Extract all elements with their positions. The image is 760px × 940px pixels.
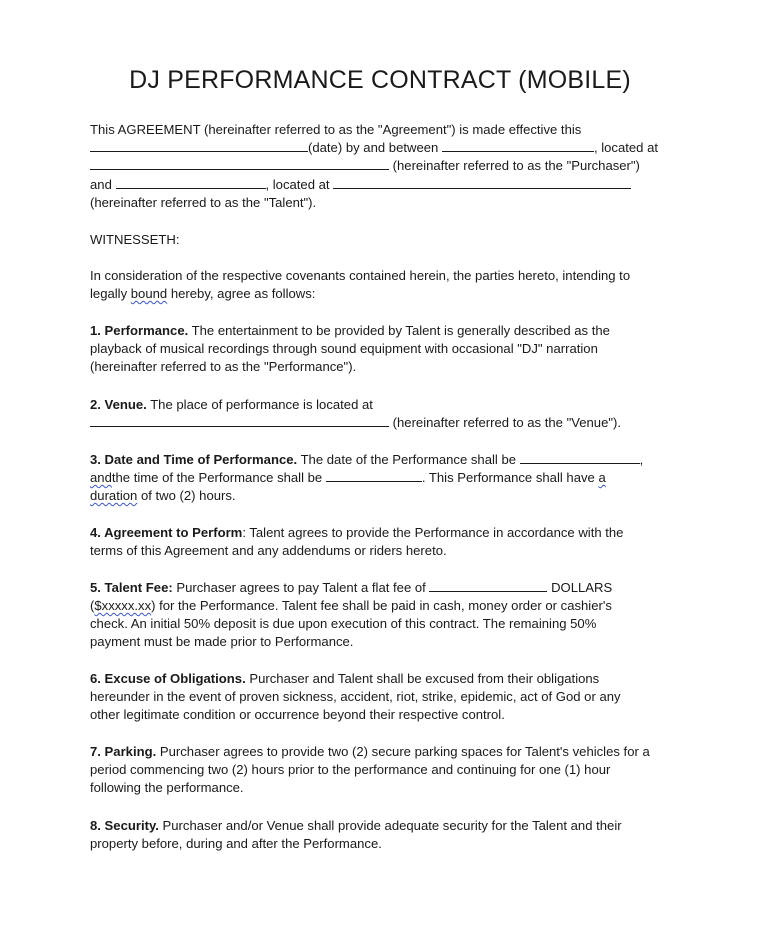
section-3-a: a: [598, 470, 606, 485]
section-5-line-2: [90, 597, 612, 615]
consideration-rest: hereby, agree as follows:: [170, 286, 316, 301]
section-8-heading: 8. Security.: [90, 818, 159, 833]
intro-line-5: (hereinafter referred to as the "Talent").: [90, 195, 317, 210]
section-5-open-paren: (: [90, 598, 95, 613]
section-5-amount: $xxxxx.xx: [94, 598, 152, 613]
consideration-line-1: In consideration of the respective covenants contained herein, the parties hereto, intending to: [90, 268, 631, 283]
section-7-line-2: period commencing two (2) hours prior to the performance and continuing for one (1) hour: [90, 762, 611, 777]
talent-address-blank[interactable]: [333, 176, 631, 189]
section-3-text-2: the time of the Performance shall be: [111, 470, 323, 485]
section-7-line-3: following the performance.: [90, 780, 244, 795]
section-1-line-3: (hereinafter referred to as the "Performance").: [90, 359, 357, 374]
section-5-line-3: check. An initial 50% deposit is due upon execution of this contract. The remaining 50%: [90, 616, 597, 631]
section-8-text-1: Purchaser and/or Venue shall provide adequate security for the Talent and their: [162, 818, 622, 833]
document-title: DJ PERFORMANCE CONTRACT (MOBILE): [129, 66, 631, 94]
section-5-line-4: payment must be made prior to Performance.: [90, 634, 354, 649]
performance-time-blank[interactable]: [326, 469, 422, 482]
section-3-comma: ,: [639, 452, 644, 467]
section-6-text-1: Purchaser and Talent shall be excused from their obligations: [249, 671, 600, 686]
intro-date-text: (date) by and between: [308, 140, 439, 155]
section-3-text-3: . This Performance shall have: [421, 470, 595, 485]
consideration-bound: bound: [130, 286, 168, 301]
section-6-line-3: other legitimate condition or occurrence beyond their respective control.: [90, 707, 505, 722]
intro-located-text-2: , located at: [265, 177, 330, 192]
section-4-line-1: [90, 524, 623, 542]
witnesseth-heading: WITNESSETH:: [90, 232, 180, 247]
section-8-line-1: [90, 817, 622, 835]
consideration-line-2: [90, 285, 315, 303]
section-3-heading: 3. Date and Time of Performance.: [90, 452, 298, 467]
intro-line-3: [90, 157, 640, 175]
section-2-heading: 2. Venue.: [90, 397, 147, 412]
section-4-text-1: : Talent agrees to provide the Performance in accordance with the: [242, 525, 624, 540]
section-3-duration: duration: [90, 488, 138, 503]
section-3-line-1: [90, 451, 643, 469]
section-5-heading: 5. Talent Fee:: [90, 580, 173, 595]
section-6-line-2: hereunder in the event of proven sickness, accident, riot, strike, epidemic, act of God or any: [90, 689, 621, 704]
intro-and-text: and: [90, 177, 112, 192]
section-3-line-2: [90, 469, 606, 487]
intro-line-2: [90, 139, 658, 157]
section-1-heading: 1. Performance.: [90, 323, 189, 338]
section-3-line-3: [90, 487, 236, 505]
effective-date-blank[interactable]: [90, 139, 308, 152]
intro-line-1: This AGREEMENT (hereinafter referred to as the "Agreement") is made effective this: [90, 122, 582, 137]
section-3-text-1: The date of the Performance shall be: [300, 452, 517, 467]
section-2-text-2: (hereinafter referred to as the "Venue").: [392, 415, 622, 430]
section-4-line-2: terms of this Agreement and any addendums or riders hereto.: [90, 543, 447, 558]
section-1-text-1: The entertainment to be provided by Talent is generally described as the: [191, 323, 610, 338]
section-3-and: and: [90, 470, 112, 485]
section-7-heading: 7. Parking.: [90, 744, 157, 759]
section-7-line-1: [90, 743, 650, 761]
performance-date-blank[interactable]: [520, 451, 640, 464]
intro-located-text: , located at: [593, 140, 659, 155]
talent-fee-blank[interactable]: [429, 579, 547, 592]
section-5-text-2: ) for the Performance. Talent fee shall be paid in cash, money order or cashier's: [151, 598, 612, 613]
section-5-text-1: Purchaser agrees to pay Talent a flat fee of: [176, 580, 426, 595]
section-5-line-1: [90, 579, 612, 597]
section-6-line-1: [90, 670, 599, 688]
section-5-dollars: DOLLARS: [551, 580, 613, 595]
talent-name-blank[interactable]: [116, 176, 266, 189]
section-7-text-1: Purchaser agrees to provide two (2) secure parking spaces for Talent's vehicles for a: [159, 744, 650, 759]
venue-address-blank[interactable]: [90, 414, 389, 427]
section-1-line-1: [90, 322, 610, 340]
intro-purchaser-text: (hereinafter referred to as the "Purchaser"): [392, 158, 640, 173]
section-4-heading: 4. Agreement to Perform: [90, 525, 243, 540]
purchaser-name-blank[interactable]: [442, 139, 594, 152]
consideration-legally: legally: [90, 286, 128, 301]
section-1-line-2: playback of musical recordings through sound equipment with occasional "DJ" narration: [90, 341, 598, 356]
section-6-heading: 6. Excuse of Obligations.: [90, 671, 246, 686]
section-2-text-1: The place of performance is located at: [150, 397, 373, 412]
section-3-text-4: of two (2) hours.: [140, 488, 236, 503]
section-2-line-1: [90, 396, 373, 414]
section-8-line-2: property before, during and after the Performance.: [90, 836, 382, 851]
section-2-line-2: [90, 414, 621, 432]
purchaser-address-blank[interactable]: [90, 157, 389, 170]
intro-line-4: [90, 176, 631, 194]
